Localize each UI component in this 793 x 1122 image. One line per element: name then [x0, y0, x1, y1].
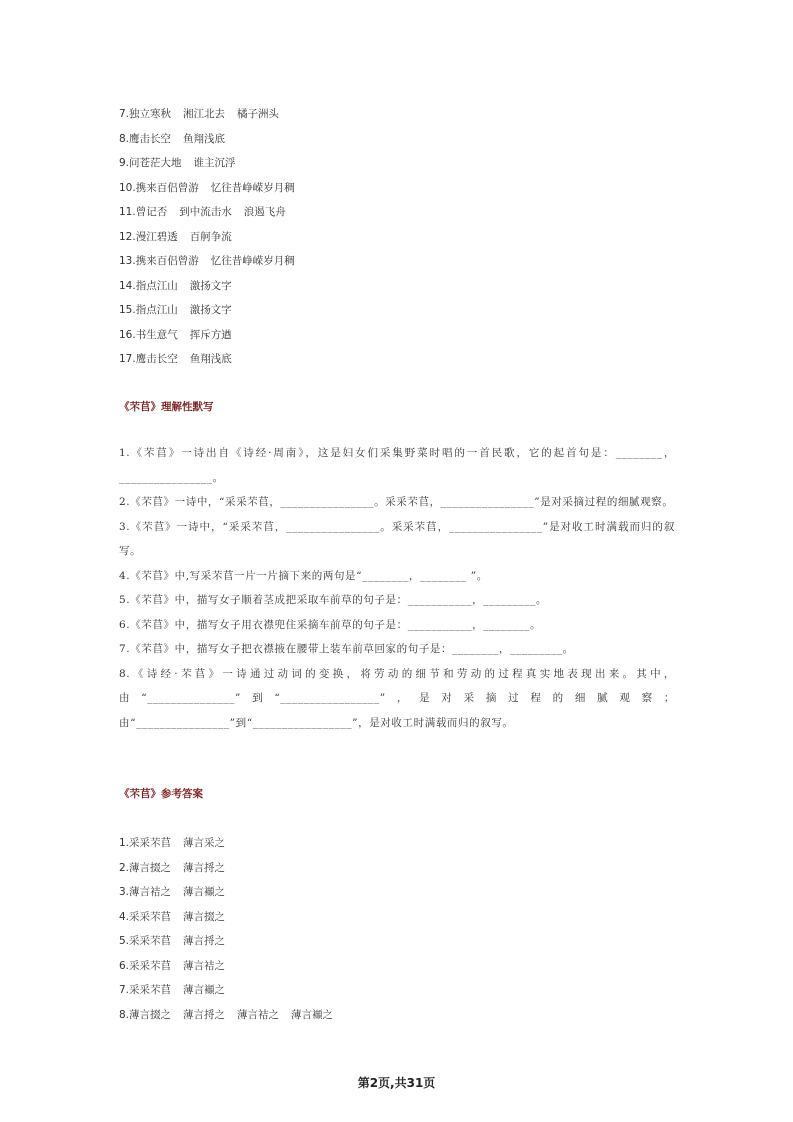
item-phrase: 谁主沉浮 — [193, 157, 236, 169]
list-item — [119, 328, 295, 353]
item-phrase: 采采芣苢 — [129, 935, 172, 947]
item-phrase: 采采芣苢 — [129, 959, 172, 972]
list-item — [119, 132, 295, 157]
item-phrase: 问苍茫大地 — [129, 157, 182, 169]
question-list — [119, 441, 675, 735]
item-phrase: 薄言掇之 — [183, 910, 226, 923]
question-item: 3.《芣苢》一诗中，“采采芣苢，________________。采采芣苢，________________”是对收工时满载而归的叙写。 — [119, 520, 675, 557]
item-phrase: 百舸争流 — [189, 230, 232, 243]
answer-item — [119, 910, 333, 935]
item-number: 6. — [119, 959, 130, 972]
question-item: 1.《芣苢》一诗出自《诗经·周南》，这是妇女们采集野菜时唱的一首民歌，它的起首句是：________，________________。 — [119, 447, 675, 484]
item-phrase: 鱼翔浅底 — [183, 132, 226, 145]
answer-list-top — [119, 107, 295, 377]
item-number: 14. — [119, 279, 136, 292]
answer-item — [119, 959, 333, 984]
item-phrase: 书生意气 — [135, 328, 178, 341]
item-number: 17. — [119, 353, 136, 365]
item-phrase: 挥斥方遒 — [189, 328, 232, 341]
item-phrase: 携来百侣曾游 — [135, 255, 199, 267]
answer-item — [119, 861, 333, 886]
item-number: 3. — [119, 886, 130, 898]
item-phrase: 曾记否 — [135, 206, 168, 218]
answer-item — [119, 836, 333, 861]
item-phrase: 激扬文字 — [189, 279, 232, 292]
item-phrase: 携来百侣曾游 — [135, 181, 199, 194]
item-phrase: 薄言襭之 — [291, 1008, 334, 1021]
list-item — [119, 156, 295, 181]
item-phrase: 指点江山 — [135, 304, 178, 316]
item-phrase: 湘江北去 — [183, 108, 226, 120]
item-phrase: 独立寒秋 — [129, 108, 172, 120]
item-number: 1. — [119, 837, 130, 849]
item-phrase: 薄言袺之 — [237, 1008, 280, 1021]
question-item: 8.《诗经·芣苢》一诗通过动词的变换，将劳动的细节和劳动的过程真实地表现出来。其中，由“_______________”到“_________________”，是对采摘过程的细腻观察；由“________________”到“_________________”，是对收工时满载而归的叙写。 — [119, 667, 675, 729]
item-phrase: 橘子洲头 — [237, 108, 280, 120]
item-number: 10. — [119, 181, 136, 194]
item-phrase: 鹰击长空 — [135, 353, 178, 365]
list-item — [119, 181, 295, 206]
item-phrase: 薄言袺之 — [183, 959, 226, 972]
item-phrase: 漫江碧透 — [135, 230, 178, 243]
question-item: 5.《芣苢》中，描写女子顺着茎成把采取车前草的句子是：___________，_________。 — [119, 594, 547, 606]
item-phrase: 忆往昔峥嵘岁月稠 — [210, 255, 295, 267]
answer-list-bottom — [119, 836, 333, 1032]
item-phrase: 激扬文字 — [189, 304, 232, 316]
list-item — [119, 205, 295, 230]
item-phrase: 采采芣苢 — [129, 837, 172, 849]
page-footer: 第2页,共31页 — [357, 1076, 436, 1090]
item-phrase: 忆往昔峥嵘岁月稠 — [210, 181, 295, 194]
list-item — [119, 254, 295, 279]
item-number: 4. — [119, 910, 130, 923]
item-phrase: 薄言掇之 — [129, 1008, 172, 1021]
item-number: 8. — [119, 1008, 130, 1021]
item-number: 8. — [119, 132, 130, 145]
answer-item — [119, 1008, 333, 1033]
item-number: 12. — [119, 230, 136, 243]
question-item: 4.《芣苢》中,写采芣苢一片一片摘下来的两句是“________，________ ”。 — [119, 569, 488, 582]
item-number: 13. — [119, 255, 136, 267]
item-number: 11. — [119, 206, 136, 218]
item-phrase: 薄言襭之 — [183, 886, 226, 898]
item-phrase: 薄言襭之 — [183, 984, 226, 996]
item-phrase: 薄言掇之 — [129, 861, 172, 874]
item-number: 5. — [119, 935, 130, 947]
item-number: 7. — [119, 984, 130, 996]
item-phrase: 薄言袺之 — [129, 886, 172, 898]
item-phrase: 鹰击长空 — [129, 132, 172, 145]
question-item: 7.《芣苢》中，描写女子把衣襟掖在腰带上装车前草回家的句子是：________，_________。 — [119, 643, 574, 655]
item-phrase: 采采芣苢 — [129, 910, 172, 923]
item-number: 9. — [119, 157, 130, 169]
answer-item — [119, 885, 333, 910]
item-phrase: 采采芣苢 — [129, 984, 172, 996]
question-item: 2.《芣苢》一诗中，“采采芣苢，________________。采采芣苢，________________”是对采摘过程的细腻观察。 — [119, 496, 674, 508]
list-item — [119, 303, 295, 328]
item-number: 2. — [119, 861, 130, 874]
item-phrase: 浪遏飞舟 — [243, 206, 286, 218]
item-phrase: 到中流击水 — [179, 206, 232, 218]
answer-item — [119, 934, 333, 959]
item-number: 15. — [119, 304, 136, 316]
question-item: 6.《芣苢》中，描写女子用衣襟兜住采摘车前草的句子是：___________，________。 — [119, 618, 542, 631]
list-item — [119, 107, 295, 132]
item-phrase: 鱼翔浅底 — [189, 353, 232, 365]
section-title-comprehension: 《芣苢》理解性默写 — [119, 401, 214, 413]
answer-item — [119, 983, 333, 1008]
list-item — [119, 279, 295, 304]
item-phrase: 薄言捋之 — [183, 861, 226, 874]
item-number: 16. — [119, 328, 136, 341]
list-item — [119, 230, 295, 255]
item-phrase: 薄言捋之 — [183, 1008, 226, 1021]
list-item — [119, 352, 295, 377]
section-title-answers: 《芣苢》参考答案 — [119, 788, 203, 800]
item-phrase: 薄言采之 — [183, 837, 226, 849]
item-number: 7. — [119, 108, 130, 120]
item-phrase: 指点江山 — [135, 279, 178, 292]
item-phrase: 薄言捋之 — [183, 935, 226, 947]
